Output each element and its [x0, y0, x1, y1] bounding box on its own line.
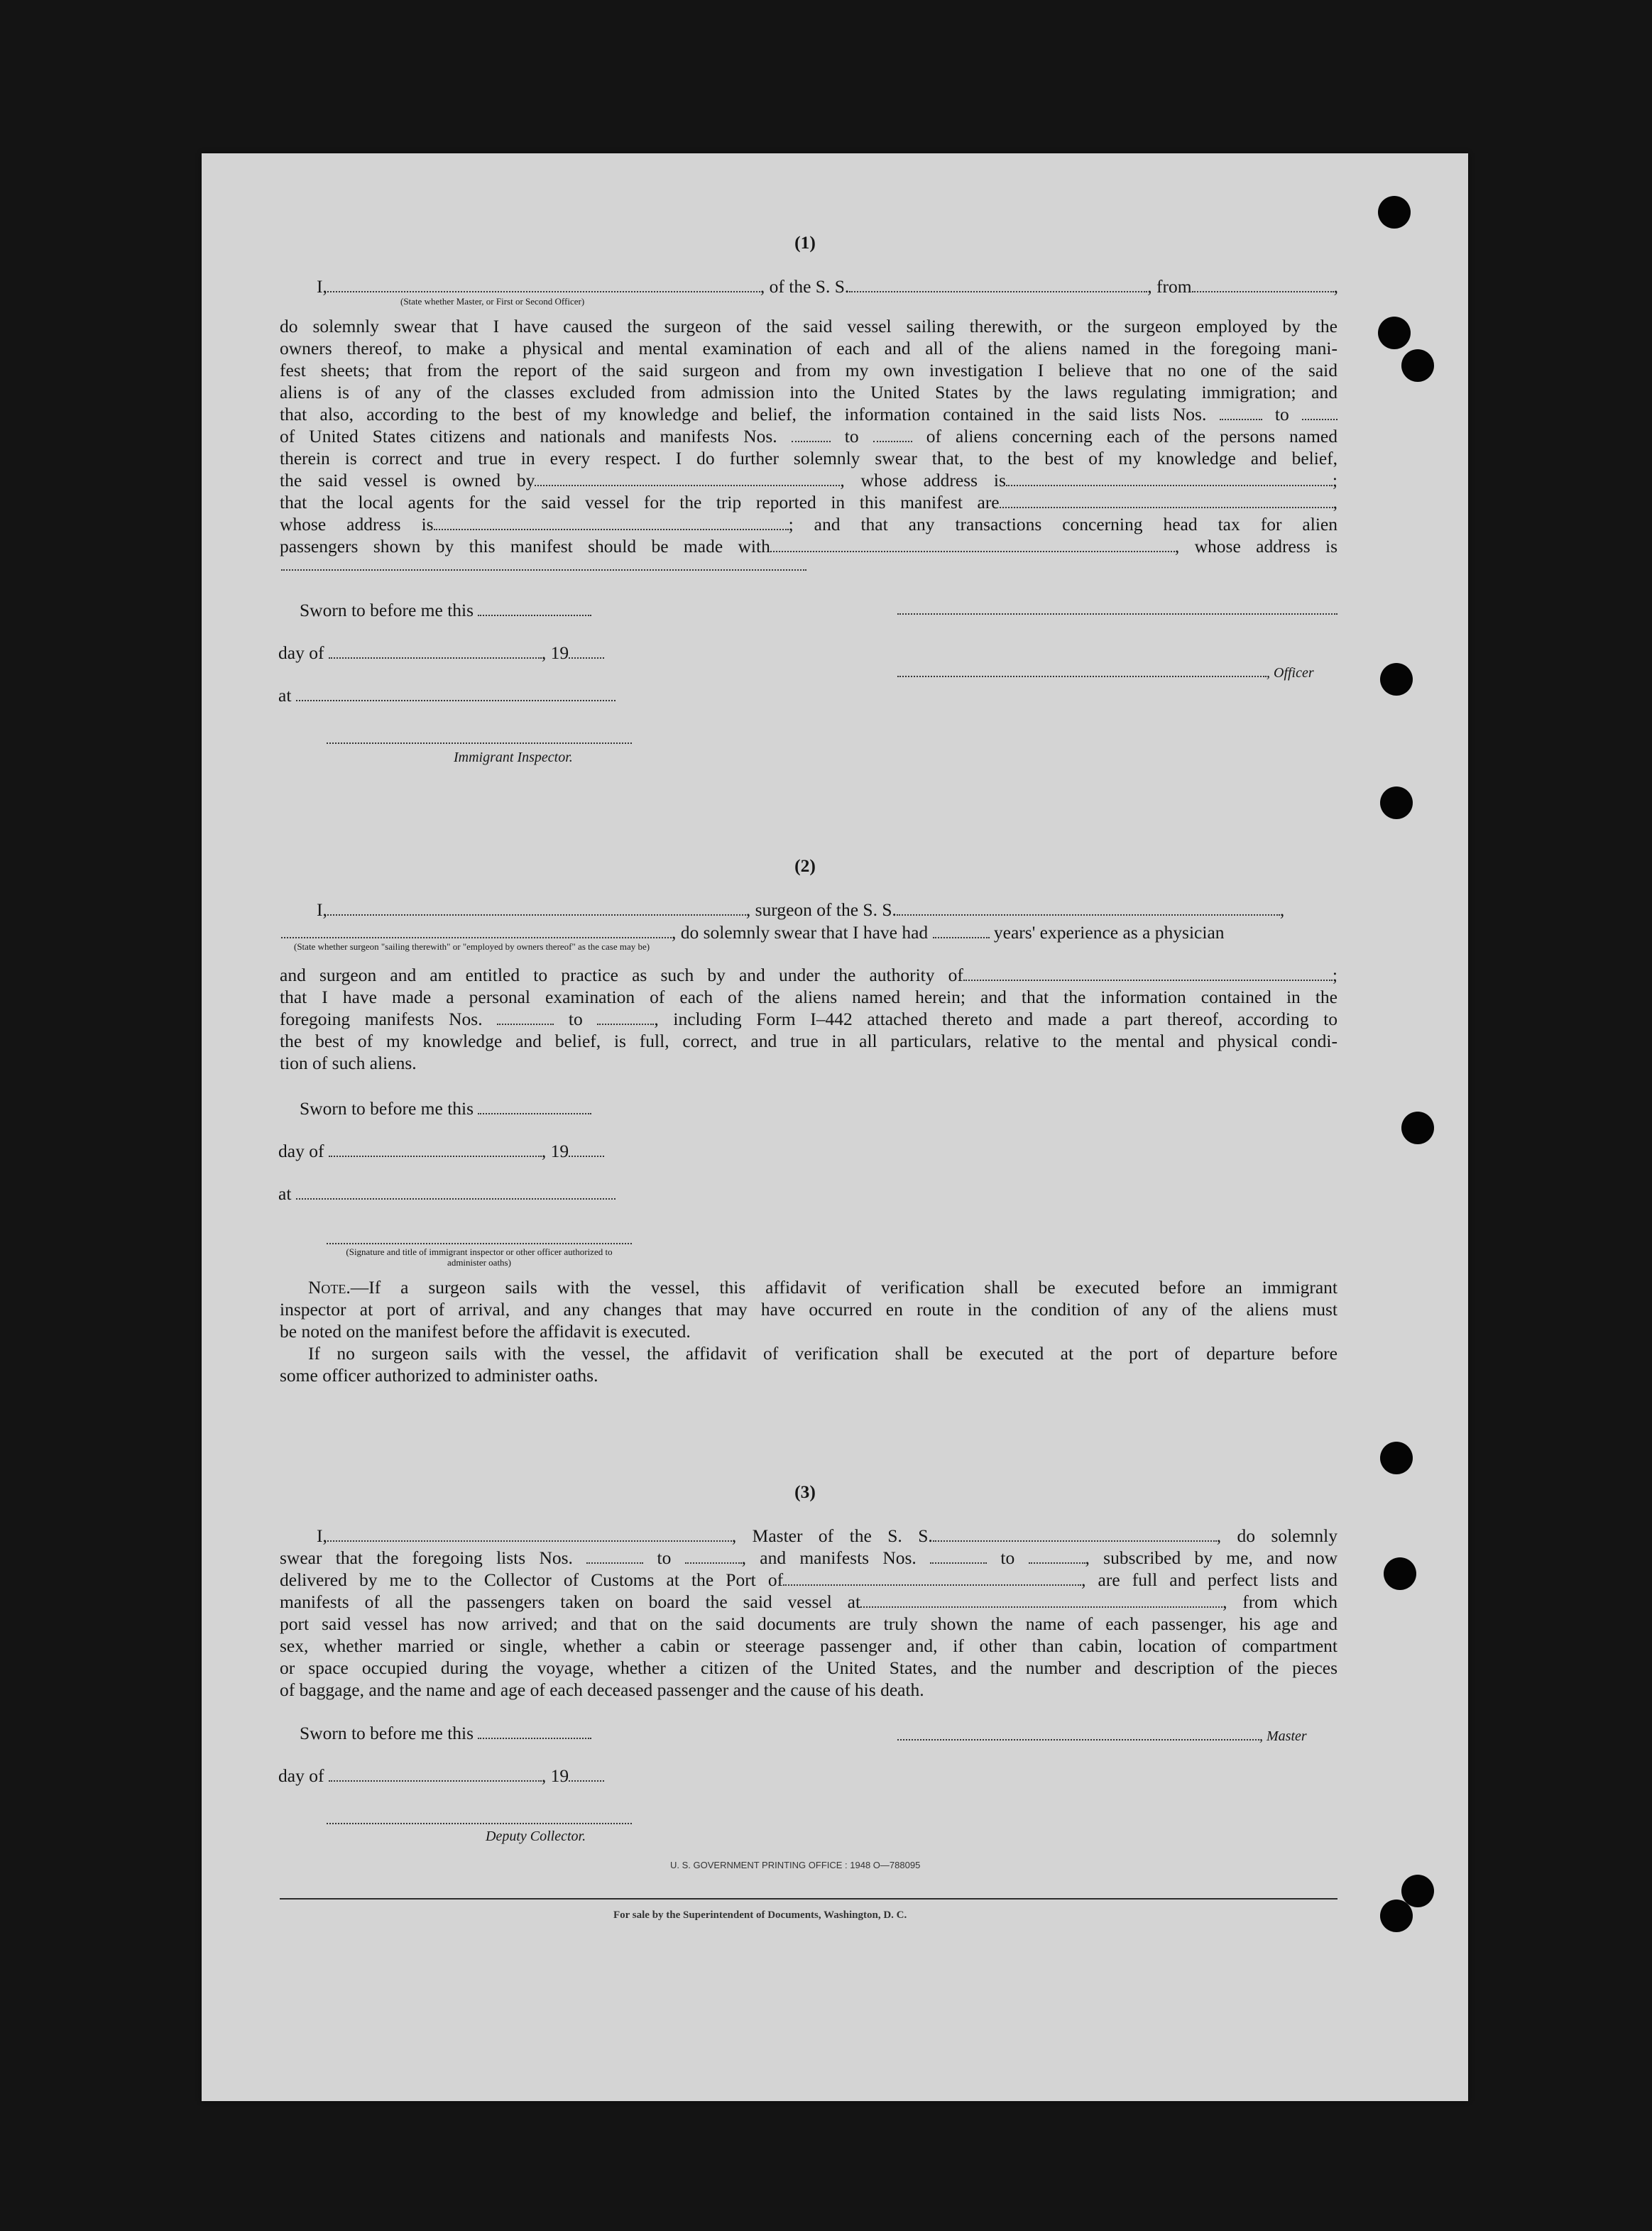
section-1-day-of: day of , 19: [278, 642, 604, 664]
section-2-note: Note.—If a surgeon sails with the vessel, this affidavit of verification shall be executed before an immigrant inspector at port of arrival, and any changes that may have occurred en route in the condition of any of the aliens must be noted on the manifest before the affidavit is executed. If no surgeon sails with the vessel, the affidavit of verification shall be executed at the port of departure before some officer authorized to administer oaths.: [280, 1277, 1338, 1386]
officer-signature-line: [897, 613, 1338, 615]
section-3-number: (3): [794, 1481, 816, 1502]
section-3-day-of: day of , 19: [278, 1765, 604, 1787]
section-2-signature-line: [327, 1243, 632, 1244]
footer-rule: [280, 1898, 1338, 1900]
printing-office-imprint: U. S. GOVERNMENT PRINTING OFFICE : 1948 O—788095: [670, 1860, 921, 1870]
section-2-caption: (State whether surgeon "sailing therewith" or "employed by owners thereof" as the case may be): [294, 941, 650, 952]
section-3-master-line: , Master: [897, 1723, 1307, 1748]
punch-hole: [1380, 1442, 1413, 1474]
section-2-signature-caption: (Signature and title of immigrant inspector or other officer authorized to administer oaths): [346, 1246, 613, 1268]
section-3-sworn: Sworn to before me this: [300, 1722, 591, 1744]
section-2-sworn: Sworn to before me this: [300, 1097, 591, 1119]
punch-hole: [1384, 1557, 1416, 1590]
punch-hole: [1378, 317, 1411, 349]
deputy-collector-signature-line: [327, 1823, 632, 1824]
immigrant-inspector-label: Immigrant Inspector.: [454, 750, 573, 765]
section-1-line-1: I, , of the S. S. , from ,: [317, 276, 1338, 297]
section-1-sworn: Sworn to before me this: [300, 599, 591, 621]
punch-hole: [1380, 663, 1413, 696]
section-2-number: (2): [794, 855, 816, 876]
punch-hole: [1401, 349, 1434, 382]
section-1-number: (1): [794, 232, 816, 253]
section-1-caption: (State whether Master, or First or Second Officer): [400, 296, 585, 307]
section-1-at: at: [278, 684, 616, 706]
section-1-paragraph: do solemnly swear that I have caused the surgeon of the said vessel sailing therewith, or the surgeon employed by the owners thereof, to make a physical and mental examination of each and all of the aliens named in the foregoing mani- fest sheets; that from the report of the said surgeon and from my own investigation I believe that no one of the said aliens is of any of the classes excluded from admission into the United States by the laws regulating immigration; and that also, according to the best of my knowledge and belief, the information contained in the said lists Nos. to of United States citizens and nationals and manifests Nos. to of aliens concerning each of the persons named therein is correct and true in every respect. I do further solemnly swear that, to the best of my knowledge and belief, the said vessel is owned by , whose address is ; that the local agents for the said vessel for the trip reported in this manifest are , whose address is ; and that any transactions concerning head tax for alien passengers shown by this manifest should be made with , whose address is: [280, 316, 1338, 557]
manifest-back-page: [202, 153, 1468, 2101]
section-2-paragraph: and surgeon and am entitled to practice as such by and under the authority of ; that I have made a personal examination of each of the aliens named herein; and that the information contained in the foregoing manifests Nos. to , including Form I–442 attached thereto and made a part thereof, according to the best of my knowledge and belief, is full, correct, and true in all particulars, relative to the mental and physical condi- tion of such aliens.: [280, 965, 1338, 1073]
punch-hole: [1380, 1900, 1413, 1932]
section-2-line-2: , do solemnly swear that I have had years' experience as a physician: [281, 921, 1346, 943]
punch-hole: [1380, 786, 1413, 819]
section-1-address-line: [281, 569, 806, 571]
section-3-paragraph: I, , Master of the S. S. , do solemnly swear that the foregoing lists Nos. to , and manifests Nos. to , subscribed by me, and now delivered by me to the Collector of Customs at the Port of , are full and perfect lists and manifests of all the passengers taken on board the said vessel at , from which port said vessel has now arrived; and that on the said documents are truly shown the name of each passenger, his age and sex, whether married or single, whether a cabin or steerage passenger and, if other than cabin, location of compartment or space occupied during the voyage, whether a citizen of the United States, and the number and description of the pieces of baggage, and the name and age of each deceased passenger and the cause of his death.: [280, 1525, 1338, 1700]
punch-hole: [1401, 1112, 1434, 1144]
section-2-day-of: day of , 19: [278, 1140, 604, 1162]
punch-hole: [1378, 196, 1411, 229]
section-2-at: at: [278, 1183, 616, 1205]
sale-notice: For sale by the Superintendent of Documents, Washington, D. C.: [613, 1909, 907, 1921]
section-2-line-1: I, , surgeon of the S. S. ,: [317, 899, 1285, 920]
section-1-officer-line: , Officer: [897, 660, 1314, 684]
inspector-signature-line: [327, 742, 632, 744]
deputy-collector-label: Deputy Collector.: [486, 1829, 586, 1844]
